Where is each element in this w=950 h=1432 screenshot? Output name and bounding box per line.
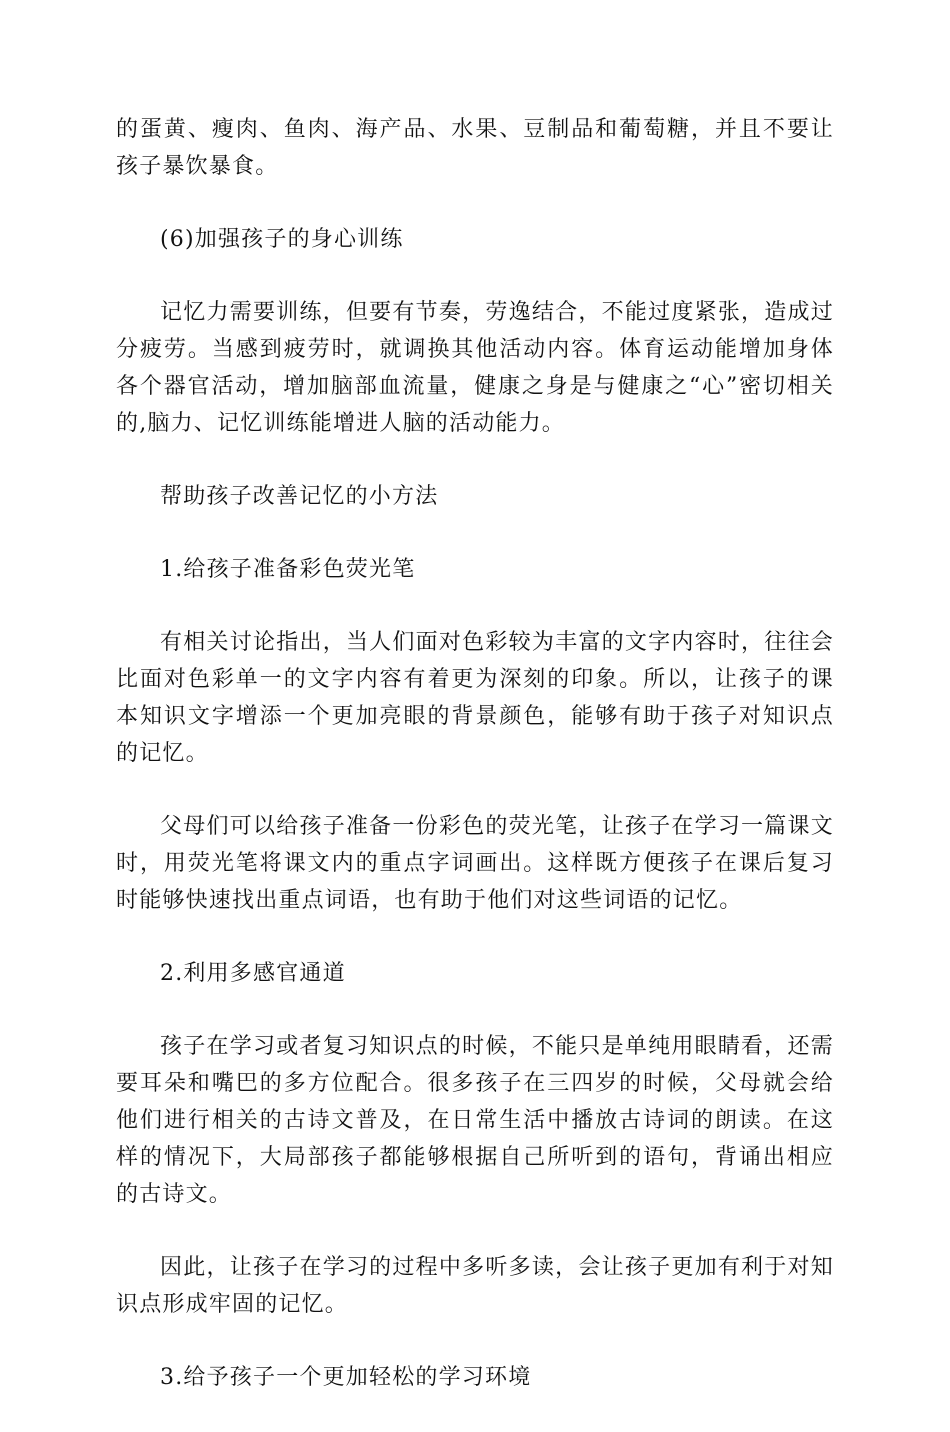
heading-relaxed-environment: 3.给予孩子一个更加轻松的学习环境 — [160, 1365, 532, 1390]
heading-memory-tips: 帮助孩子改善记忆的小方法 — [160, 484, 439, 509]
paragraph-highlighter-usage: 父母们可以给孩子准备一份彩色的荧光笔，让孩子在学习一篇课文时，用荧光笔将课文内的重点字词画出。这样既方便孩子在课后复习时能够快速找出重点词语，也有助于他们对这些词语的记忆。 — [116, 814, 834, 913]
paragraph-multisensory: 孩子在学习或者复习知识点的时候，不能只是单纯用眼睛看，还需要耳朵和嘴巴的多方位配合。很多孩子在三四岁的时候，父母就会给他们进行相关的古诗文普及，在日常生活中播放古诗词的朗读。在这样的情况下，大局部孩子都能够根据自己所听到的语句，背诵出相应的古诗文。 — [116, 1034, 834, 1207]
heading-multisensory: 2.利用多感官通道 — [160, 961, 346, 986]
heading-highlighter: 1.给孩子准备彩色荧光笔 — [160, 557, 416, 582]
heading-mind-body-training: (6)加强孩子的身心训练 — [160, 227, 404, 252]
paragraph-listen-read: 因此，让孩子在学习的过程中多听多读，会让孩子更加有利于对知识点形成牢固的记忆。 — [116, 1255, 834, 1317]
paragraph-memory-training: 记忆力需要训练，但要有节奏，劳逸结合，不能过度紧张，造成过分疲劳。当感到疲劳时，就调换其他活动内容。体育运动能增加身体各个器官活动，增加脑部血流量，健康之身是与健康之“心”密切相关的,脑力、记忆训练能增进人脑的活动能力。 — [116, 300, 834, 436]
paragraph-color-memory: 有相关讨论指出，当人们面对色彩较为丰富的文字内容时，往往会比面对色彩单一的文字内容有着更为深刻的印象。所以，让孩子的课本知识文字增添一个更加亮眼的背景颜色，能够有助于孩子对知识点的记忆。 — [116, 630, 834, 766]
paragraph-diet-continuation: 的蛋黄、瘦肉、鱼肉、海产品、水果、豆制品和葡萄糖，并且不要让孩子暴饮暴食。 — [116, 117, 834, 179]
document-body — [116, 111, 834, 1432]
